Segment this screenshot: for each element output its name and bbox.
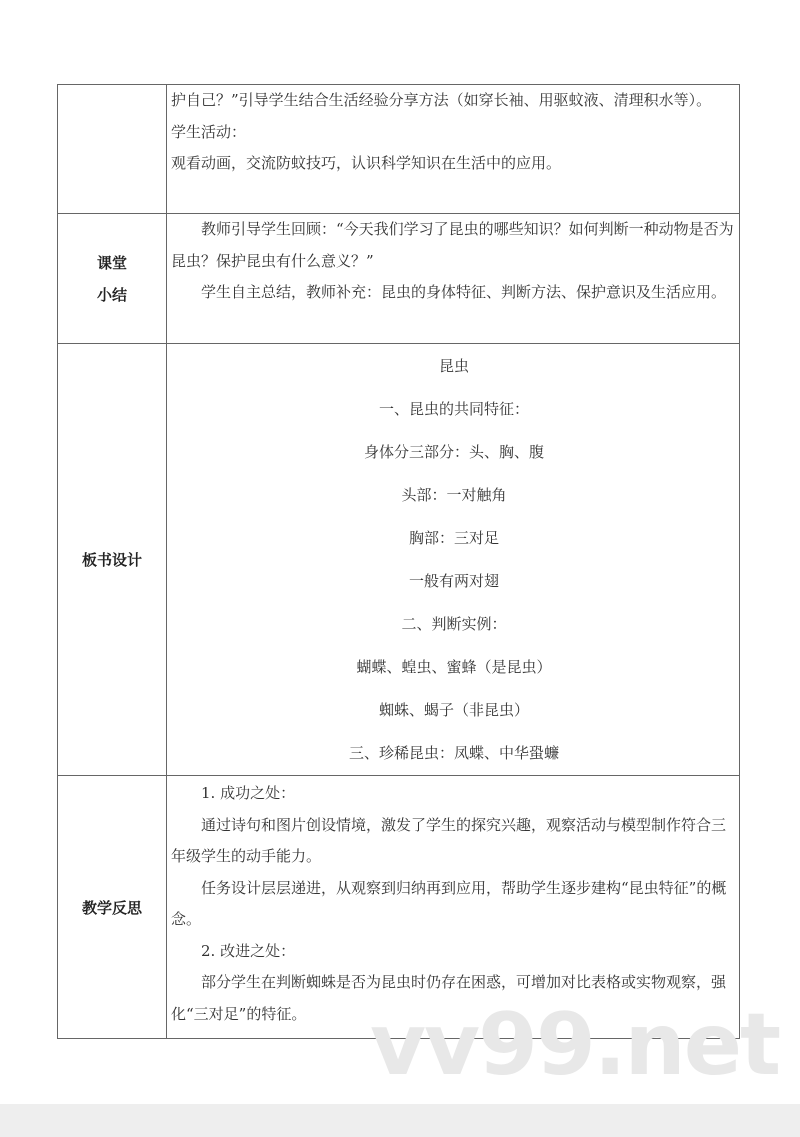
paragraph: 学生自主总结，教师补充：昆虫的身体特征、判断方法、保护意识及生活应用。	[201, 283, 727, 301]
board-line: 蝴蝶、蝗虫、蜜蜂（是昆虫）	[356, 658, 552, 676]
paragraph: 部分学生在判断蜘蛛是否为昆虫时仍存在困惑，可增加对比表格或实物观察，强化“三对足”的特征。	[171, 973, 727, 1023]
paragraph: 1. 成功之处：	[201, 784, 296, 802]
table-row	[58, 214, 740, 344]
paragraph: 学生活动：	[171, 122, 247, 141]
row-label-empty	[58, 85, 167, 214]
summary-content	[167, 214, 740, 344]
lesson-plan-table	[57, 84, 740, 1039]
table-row	[58, 344, 740, 776]
board-line: 头部：一对触角	[401, 486, 507, 504]
watermark: vv99.net	[370, 995, 780, 1095]
board-line: 一、昆虫的共同特征：	[378, 400, 529, 418]
row-label-board-design: 板书设计	[58, 344, 167, 776]
paragraph: 通过诗句和图片创设情境，激发了学生的探究兴趣，观察活动与模型制作符合三年级学生的动手能力。	[171, 815, 727, 865]
board-line: 蜘蛛、蝎子（非昆虫）	[378, 701, 529, 719]
bottom-bar	[0, 1104, 800, 1137]
paragraph: 护自己？”引导学生结合生活经验分享方法（如穿长袖、用驱蚊液、清理积水等）。	[171, 91, 712, 109]
row-label-reflection: 教学反思	[58, 776, 167, 1039]
board-line: 昆虫	[438, 357, 469, 375]
board-line: 三、珍稀昆虫：凤蝶、中华蛩蠊	[348, 744, 559, 762]
board-line: 二、判断实例：	[401, 615, 507, 633]
paragraph: 2. 改进之处：	[201, 941, 296, 960]
activity-content	[167, 85, 740, 214]
board-design-content	[167, 344, 740, 776]
table-row	[58, 85, 740, 214]
row-label-summary	[58, 214, 167, 344]
paragraph: 观看动画，交流防蚊技巧，认识科学知识在生活中的应用。	[171, 154, 562, 172]
board-line: 一般有两对翅	[408, 572, 499, 590]
paragraph: 教师引导学生回顾：“今天我们学习了昆虫的哪些知识？如何判断一种动物是否为昆虫？保护昆虫有什么意义？”	[171, 220, 734, 270]
paragraph: 任务设计层层递进，从观察到归纳再到应用，帮助学生逐步建构“昆虫特征”的概念。	[171, 878, 727, 928]
board-line: 胸部：三对足	[408, 529, 499, 547]
label-line: 小结	[96, 285, 127, 304]
board-line: 身体分三部分：头、胸、腹	[363, 443, 544, 461]
label-line: 课堂	[96, 253, 127, 272]
